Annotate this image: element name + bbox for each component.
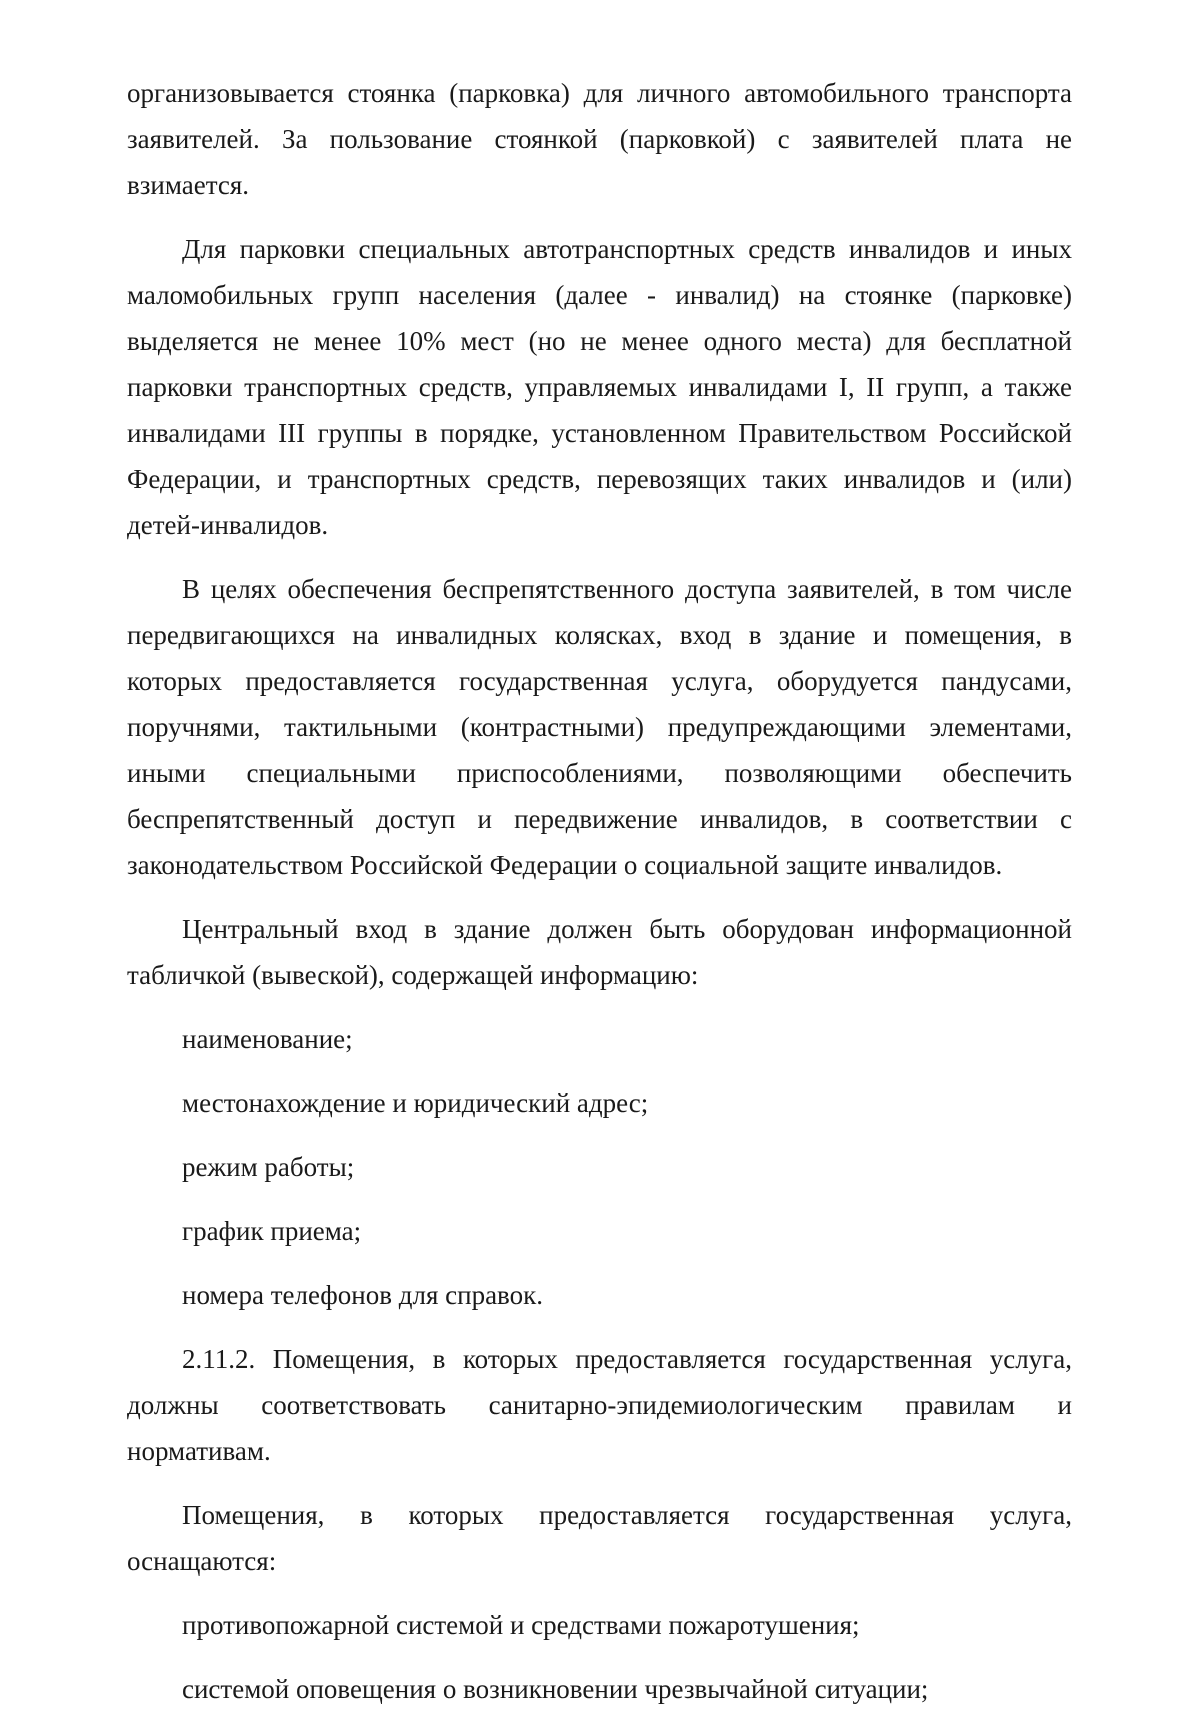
- paragraph-entrance-sign: Центральный вход в здание должен быть оборудован информационной табличкой (вывеской), содержащей информацию:: [127, 914, 1072, 990]
- list-item: местонахождение и юридический адрес;: [182, 1088, 649, 1118]
- paragraph-disabled-parking: Для парковки специальных автотранспортных средств инвалидов и иных маломобильных групп населения (далее - инвалид) на стоянке (парковке) выделяется не менее 10% мест (но не менее одного места) для бесплатной парковки транспортных средств, управляемых инвалидами I, II групп, а также инвалидами III группы в порядке, установленном Правительством Российской Федерации, и транспортных средств, перевозящих таких инвалидов и (или) детей-инвалидов.: [127, 234, 1072, 540]
- paragraph-accessibility: В целях обеспечения беспрепятственного доступа заявителей, в том числе передвигающихся на инвалидных колясках, вход в здание и помещения, в которых предоставляется государственная услуга, оборудуется пандусами, поручнями, тактильными (контрастными) предупреждающими элементами, иными специальными приспособлениями, позволяющими обеспечить беспрепятственный доступ и передвижение инвалидов, в соответствии с законодательством Российской Федерации о социальной защите инвалидов.: [127, 574, 1072, 880]
- list-item: номера телефонов для справок.: [182, 1280, 543, 1310]
- list-item: режим работы;: [182, 1152, 355, 1182]
- paragraph-section-2-11-2: 2.11.2. Помещения, в которых предоставляется государственная услуга, должны соответствовать санитарно-эпидемиологическим правилам и нормативам.: [127, 1344, 1072, 1466]
- list-item: график приема;: [182, 1216, 362, 1246]
- document-page: [127, 70, 1072, 1730]
- list-item: наименование;: [182, 1024, 353, 1054]
- paragraph-parking: организовывается стоянка (парковка) для личного автомобильного транспорта заявителей. За пользование стоянкой (парковкой) с заявителей плата не взимается.: [127, 78, 1072, 200]
- list-item: системой оповещения о возникновении чрезвычайной ситуации;: [182, 1674, 929, 1704]
- list-item: противопожарной системой и средствами пожаротушения;: [182, 1610, 860, 1640]
- paragraph-equipment-intro: Помещения, в которых предоставляется государственная услуга, оснащаются:: [127, 1500, 1072, 1576]
